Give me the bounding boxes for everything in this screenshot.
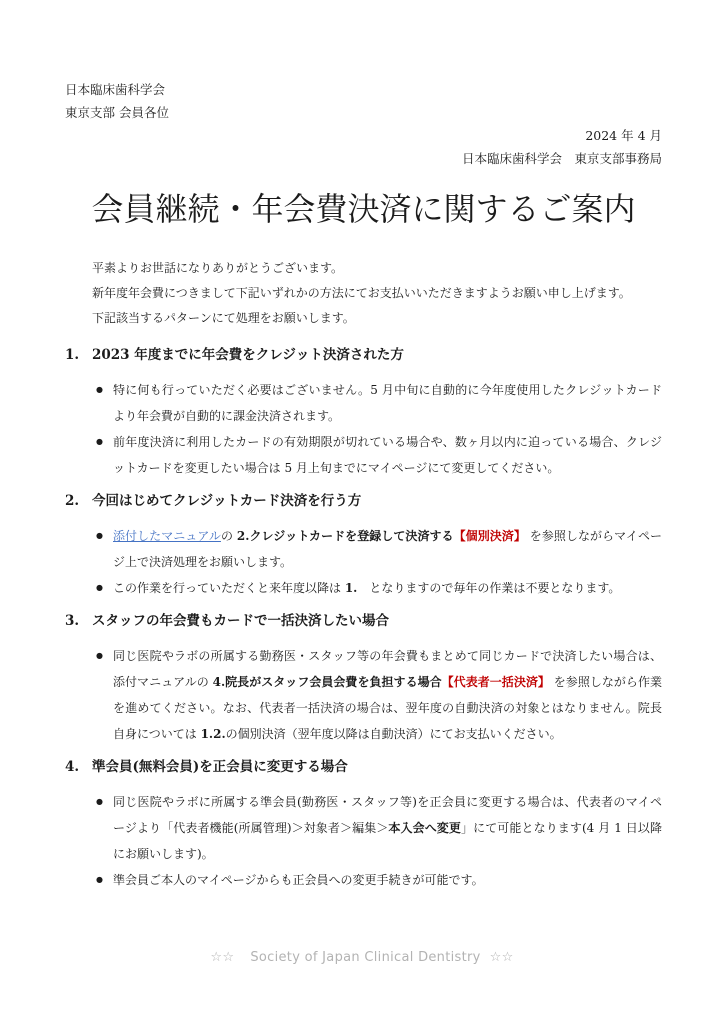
bullet-icon: ● <box>96 531 103 540</box>
section-2-list <box>65 523 662 601</box>
bullet-icon: ● <box>96 651 103 660</box>
bullet-icon: ● <box>96 385 103 394</box>
intro-line: 下記該当するパターンにて処理をお願いします。 <box>92 311 355 325</box>
section-2-heading <box>65 491 662 511</box>
bold-emphasis: 本入会へ変更 <box>388 821 461 835</box>
intro-line: 新年度年会費につきまして下記いずれかの方法にてお支払いいただきますようお願い申し上げます。 <box>92 286 631 300</box>
bullet-icon: ● <box>96 437 103 446</box>
bullet-icon: ● <box>96 875 103 884</box>
list-item <box>65 643 662 747</box>
section-3-heading <box>65 611 662 631</box>
footer-society-name: Society of Japan Clinical Dentistry <box>250 950 481 965</box>
addressee: 東京支部 会員各位 <box>65 105 169 120</box>
list-item <box>65 575 662 601</box>
list-item-text: の個別決済（翌年度以降は自動決済）にてお支払いください。 <box>225 727 562 741</box>
list-item-text: 」にて可能となります(4 月 1 日以降にお願いします)。 <box>113 821 662 861</box>
header-left <box>65 78 662 124</box>
section-1-heading <box>65 345 662 365</box>
individual-payment-emphasis: 【個別決済】 <box>453 529 526 543</box>
list-item-text: この作業を行っていただくと来年度以降は <box>113 581 345 595</box>
bold-emphasis: 1.2. <box>200 727 226 741</box>
list-item <box>65 789 662 867</box>
section-2-heading-text: 今回はじめてクレジットカード決済を行う方 <box>92 493 362 509</box>
section-4-number: 4. <box>65 759 80 775</box>
section-4 <box>65 757 662 893</box>
section-2-number: 2. <box>65 493 80 509</box>
section-4-list <box>65 789 662 893</box>
section-4-heading <box>65 757 662 777</box>
list-item-text: 前年度決済に利用したカードの有効期限が切れている場合や、数ヶ月以内に迫っている場合、クレジットカードを変更したい場合は 5 月上旬までにマイページにて変更してください。 <box>113 435 662 475</box>
section-3-list <box>65 643 662 747</box>
intro-paragraph <box>65 256 662 331</box>
intro-line: 平素よりお世話になりありがとうございます。 <box>92 261 344 275</box>
sender-line: 日本臨床歯科学会 東京支部事務局 <box>461 151 662 166</box>
bold-emphasis: 4.院長がスタッフ会員会費を負担する場合 <box>212 675 442 689</box>
document-content <box>65 78 662 893</box>
section-3 <box>65 611 662 747</box>
list-item-text: 準会員ご本人のマイページからも正会員への変更手続きが可能です。 <box>113 873 484 887</box>
org-name: 日本臨床歯科学会 <box>65 82 166 97</box>
bold-emphasis: 1. <box>344 581 358 595</box>
list-item-text: の <box>220 529 237 543</box>
list-item-text: 特に何も行っていただく必要はございません。5 月中旬に自動的に今年度使用したクレジットカードより年会費が自動的に課金決済されます。 <box>113 383 662 423</box>
page-title: 会員継続・年会費決済に関するご案内 <box>91 190 636 228</box>
list-item-text: 同じ医院やラボに所属する準会員(勤務医・スタッフ等)を正会員に変更する場合は、代表者のマイページより「代表者機能(所属管理)＞対象者＞編集＞ <box>113 795 662 835</box>
section-4-heading-text: 準会員(無料会員)を正会員に変更する場合 <box>92 759 348 775</box>
section-2 <box>65 491 662 601</box>
date: 2024 年 4 月 <box>585 128 662 143</box>
footer-text <box>0 950 724 965</box>
attached-manual-link[interactable]: 添付したマニュアル <box>113 529 221 543</box>
bullet-icon: ● <box>96 797 103 806</box>
section-1-heading-text: 2023 年度までに年会費をクレジット決済された方 <box>92 347 404 363</box>
list-item-text: を参照しながらマイページ上で決済処理をお願いします。 <box>113 529 662 569</box>
representative-batch-payment-emphasis: 【代表者一括決済】 <box>441 675 550 689</box>
list-item <box>65 867 662 893</box>
bullet-icon: ● <box>96 583 103 592</box>
section-1 <box>65 345 662 481</box>
list-item <box>65 429 662 481</box>
section-3-number: 3. <box>65 613 80 629</box>
list-item-text: となりますので毎年の作業は不要となります。 <box>357 581 621 595</box>
section-3-heading-text: スタッフの年会費もカードで一括決済したい場合 <box>92 613 389 629</box>
list-item <box>65 377 662 429</box>
star-icon: ☆☆ <box>489 950 514 965</box>
list-item-text: を参照しながら作業を進めてください。なお、代表者一括決済の場合は、翌年度の自動決済の対象とはなりません。院長自身については <box>113 675 662 741</box>
header-right <box>65 124 662 170</box>
list-item <box>65 523 662 575</box>
section-1-number: 1. <box>65 347 80 363</box>
section-1-list <box>65 377 662 481</box>
star-icon: ☆☆ <box>210 950 235 965</box>
bold-emphasis: 2.クレジットカードを登録して決済する <box>236 529 454 543</box>
list-item-text: 同じ医院やラボの所属する勤務医・スタッフ等の年会費もまとめて同じカードで決済したい場合は、添付マニュアルの <box>113 649 662 689</box>
